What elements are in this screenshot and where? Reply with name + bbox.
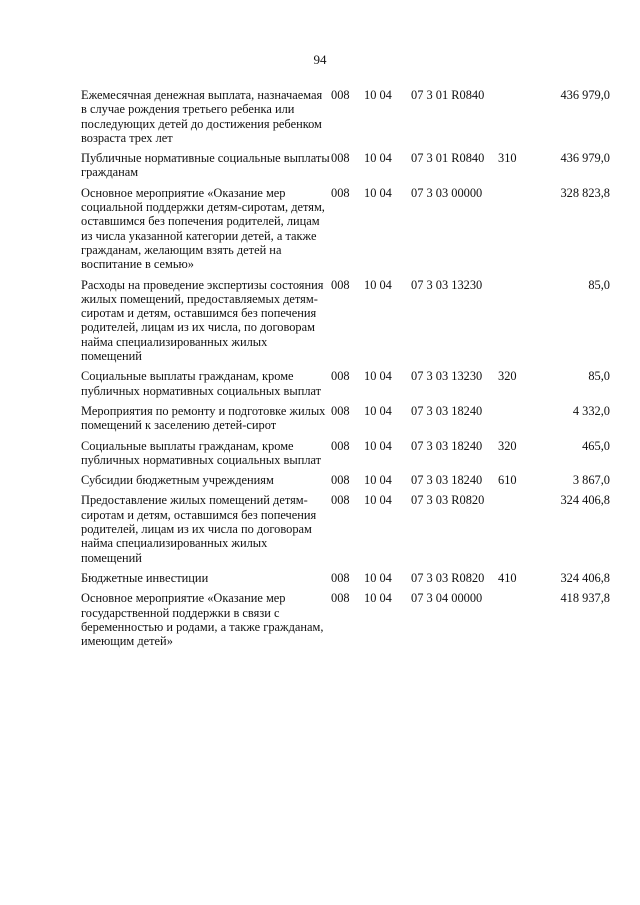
- article-code: 07 3 03 18240: [411, 473, 483, 488]
- row-name: Публичные нормативные социальные выплаты гражданам: [81, 151, 330, 180]
- table-row: [0, 473, 640, 493]
- section-code: 10 04: [364, 438, 392, 453]
- table-row: [0, 493, 640, 570]
- row-name: Ежемесячная денежная выплата, назначаемая в случае рождения третьего ребенка или последующих детей до достижения ребенком возраста трех лет: [81, 88, 323, 145]
- ministry-code: 008: [331, 591, 350, 606]
- article-code: 07 3 01 R0840: [411, 88, 485, 102]
- section-code: 10 04: [364, 403, 392, 418]
- expense-kind-code: 320: [498, 438, 517, 453]
- ministry-code: 008: [331, 570, 350, 585]
- ministry-code: 008: [331, 438, 350, 453]
- ministry-code: 008: [331, 493, 350, 508]
- section-code: 10 04: [364, 151, 392, 166]
- article-code: 07 3 03 18240: [411, 403, 483, 418]
- section-code: 10 04: [364, 277, 392, 292]
- ministry-code: 008: [331, 369, 350, 384]
- section-code: 10 04: [364, 88, 392, 102]
- expense-kind-code: 410: [498, 570, 517, 585]
- row-name: Бюджетные инвестиции: [81, 570, 209, 585]
- amount: 3 867,0: [572, 473, 610, 488]
- row-name: Основное мероприятие «Оказание мер социальной поддержки детям-сиротам, детям, оставшимся без попечения родителей, лицам из числа указанной категории детей, а также гражданам, желающим взять детей на воспитание в семью»: [81, 185, 325, 272]
- row-name: Основное мероприятие «Оказание мер государственной поддержки в связи с беременностью и родами, а также гражданам, имеющим детей»: [81, 591, 324, 649]
- table-row: [0, 439, 640, 474]
- article-code: 07 3 03 R0820: [411, 570, 485, 585]
- expense-kind-code: 310: [498, 151, 517, 166]
- amount: 465,0: [582, 438, 610, 453]
- amount: 436 979,0: [560, 88, 610, 102]
- ministry-code: 008: [331, 277, 350, 292]
- page-number: 94: [313, 52, 327, 67]
- section-code: 10 04: [364, 185, 392, 200]
- amount: 85,0: [588, 369, 610, 384]
- amount: 436 979,0: [560, 151, 610, 166]
- table-row: [0, 151, 640, 186]
- row-name: Субсидии бюджетным учреждениям: [81, 473, 274, 488]
- amount: 4 332,0: [572, 403, 610, 418]
- ministry-code: 008: [331, 88, 350, 102]
- amount: 324 406,8: [560, 570, 610, 585]
- row-name: Предоставление жилых помещений детям-сиротам и детям, оставшимся без попечения родителей, лицам из их числа по договорам найма специализированных жилых помещений: [81, 493, 317, 565]
- article-code: 07 3 03 18240: [411, 438, 483, 453]
- ministry-code: 008: [331, 151, 350, 166]
- ministry-code: 008: [331, 403, 350, 418]
- table-row: [0, 369, 640, 404]
- section-code: 10 04: [364, 473, 392, 488]
- table-row: [0, 591, 640, 654]
- ministry-code: 008: [331, 473, 350, 488]
- amount: 85,0: [588, 277, 610, 292]
- table-row: [0, 278, 640, 370]
- table-row: [0, 571, 640, 591]
- row-name: Социальные выплаты гражданам, кроме публичных нормативных социальных выплат: [81, 369, 322, 398]
- article-code: 07 3 03 13230: [411, 277, 483, 292]
- expense-kind-code: 610: [498, 473, 517, 488]
- article-code: 07 3 03 R0820: [411, 493, 485, 508]
- amount: 324 406,8: [560, 493, 610, 508]
- table-row: [0, 404, 640, 439]
- ministry-code: 008: [331, 185, 350, 200]
- row-name: Мероприятия по ремонту и подготовке жилых помещений к заселению детей-сирот: [81, 403, 326, 433]
- amount: 418 937,8: [560, 591, 610, 606]
- article-code: 07 3 01 R0840: [411, 151, 485, 166]
- amount: 328 823,8: [560, 185, 610, 200]
- article-code: 07 3 04 00000: [411, 591, 483, 606]
- article-code: 07 3 03 13230: [411, 369, 483, 384]
- section-code: 10 04: [364, 570, 392, 585]
- article-code: 07 3 03 00000: [411, 185, 483, 200]
- expense-kind-code: 320: [498, 369, 517, 384]
- row-name: Расходы на проведение экспертизы состояния жилых помещений, предоставляемых детям-сиротам и детям, оставшимся без попечения родителей, лицам из их числа, по договорам найма специализированных жилых помещений: [81, 277, 324, 364]
- table-row: [0, 88, 640, 151]
- row-name: Социальные выплаты гражданам, кроме публичных нормативных социальных выплат: [81, 438, 322, 467]
- table-row: [0, 186, 640, 278]
- budget-table: [0, 88, 640, 654]
- section-code: 10 04: [364, 493, 392, 508]
- section-code: 10 04: [364, 591, 392, 606]
- section-code: 10 04: [364, 369, 392, 384]
